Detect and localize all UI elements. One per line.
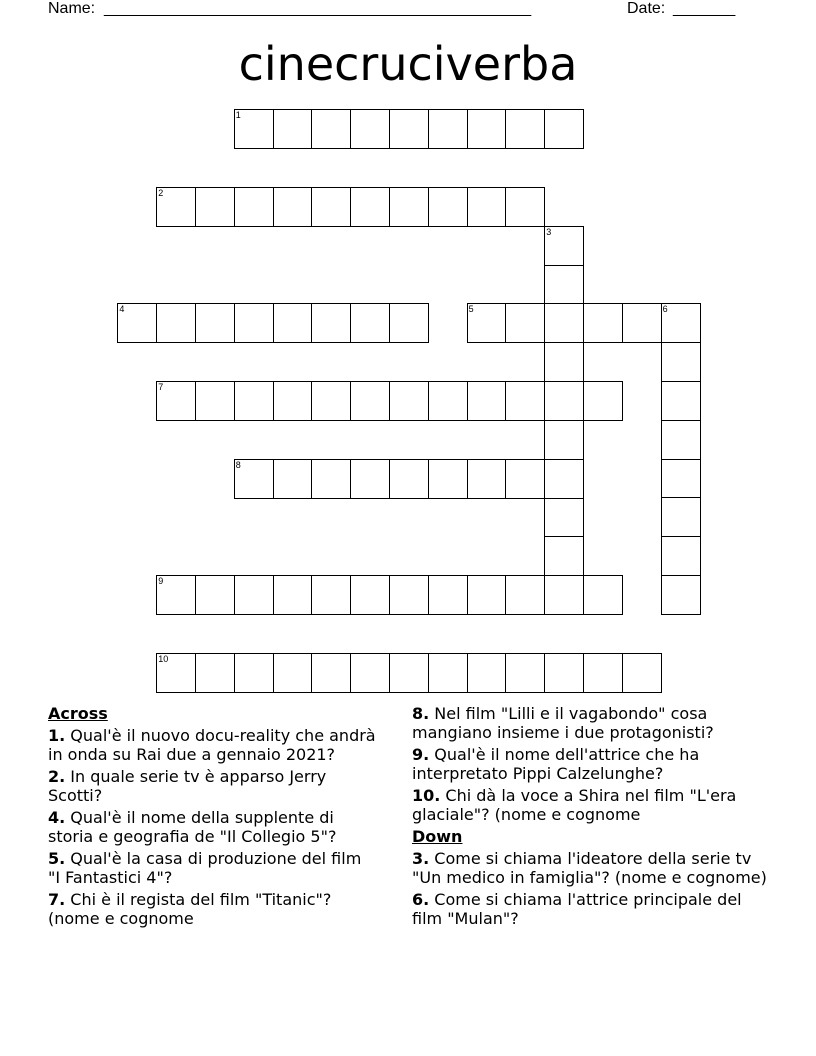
grid-cell[interactable] (467, 109, 507, 149)
grid-cell[interactable] (156, 653, 196, 693)
clue-across-8 (412, 704, 772, 742)
cell-number: 2 (158, 188, 164, 198)
grid-cell[interactable] (389, 187, 429, 227)
across-clue-list (48, 726, 378, 928)
clue-number: 5. (48, 849, 66, 868)
grid-cell[interactable] (350, 459, 390, 499)
grid-cell[interactable] (311, 109, 351, 149)
grid-cell[interactable] (311, 381, 351, 421)
grid-cell[interactable] (661, 303, 701, 343)
cell-number: 3 (546, 226, 552, 237)
grid-cell[interactable] (273, 459, 313, 499)
grid-cell[interactable] (389, 459, 429, 499)
grid-cell[interactable] (467, 303, 507, 343)
clue-number: 6. (412, 890, 430, 909)
grid-cell[interactable] (544, 342, 584, 382)
grid-cell[interactable] (544, 420, 584, 460)
grid-cell[interactable] (195, 187, 235, 227)
grid-cell[interactable] (389, 303, 429, 343)
grid-cell[interactable] (505, 459, 545, 499)
clues-left-column (48, 704, 378, 931)
clue-number: 9. (412, 745, 430, 764)
clue-text: Qual'è il nuovo docu-reality che andrà in onda su Rai due a gennaio 2021? (48, 726, 376, 764)
grid-cell[interactable] (467, 653, 507, 693)
grid-cell[interactable] (544, 303, 584, 343)
grid-cell[interactable] (389, 653, 429, 693)
grid-cell[interactable] (234, 187, 274, 227)
grid-cell[interactable] (661, 497, 701, 537)
grid-cell[interactable] (583, 653, 623, 693)
grid-cell[interactable] (505, 575, 545, 615)
clue-across-9 (412, 745, 772, 783)
grid-cell[interactable] (156, 575, 196, 615)
clue-number: 3. (412, 849, 430, 868)
grid-cell[interactable] (583, 303, 623, 343)
date-label: Date: (627, 0, 666, 17)
grid-cell[interactable] (273, 109, 313, 149)
clue-text: Come si chiama l'ideatore della serie tv "Un medico in famiglia"? (nome e cognome) (412, 849, 767, 887)
grid-cell[interactable] (156, 187, 196, 227)
grid-cell[interactable] (273, 575, 313, 615)
grid-cell[interactable] (273, 187, 313, 227)
cell-number: 4 (119, 304, 125, 315)
grid-cell[interactable] (234, 653, 274, 693)
grid-cell[interactable] (234, 303, 274, 343)
grid-cell[interactable] (350, 575, 390, 615)
clue-number: 8. (412, 704, 430, 723)
clue-text: In quale serie tv è apparso Jerry Scotti? (48, 767, 327, 805)
grid-cell[interactable] (350, 381, 390, 421)
cell-number: 8 (235, 459, 241, 470)
name-line[interactable]: ________________________________________________ (104, 0, 532, 17)
grid-cell[interactable] (195, 381, 235, 421)
grid-cell[interactable] (195, 653, 235, 693)
grid-cell[interactable] (428, 653, 468, 693)
clue-down-6 (412, 890, 772, 928)
grid-cell[interactable] (273, 303, 313, 343)
grid-cell[interactable] (544, 265, 584, 305)
grid-cell[interactable] (311, 459, 351, 499)
grid-cell[interactable] (428, 459, 468, 499)
grid-cell[interactable] (350, 303, 390, 343)
cell-number: 7 (158, 382, 164, 392)
page-title: cinecruciverba (238, 37, 578, 91)
grid-cell[interactable] (583, 575, 623, 615)
name-label: Name: (48, 0, 96, 17)
clue-across-10 (412, 786, 772, 824)
grid-cell[interactable] (505, 187, 545, 227)
grid-cell[interactable] (544, 226, 584, 266)
grid-cell[interactable] (505, 653, 545, 693)
cell-number: 6 (662, 304, 668, 315)
clue-text: Qual'è il nome dell'attrice che ha interpretato Pippi Calzelunghe? (412, 745, 700, 783)
grid-cell[interactable] (428, 187, 468, 227)
grid-cell[interactable] (350, 187, 390, 227)
clue-text: Come si chiama l'attrice principale del film "Mulan"? (412, 890, 742, 928)
clue-text: Chi è il regista del film "Titanic"? (nome e cognome (48, 890, 332, 928)
grid-cell[interactable] (311, 575, 351, 615)
grid-cell[interactable] (661, 459, 701, 499)
cell-number: 10 (158, 653, 169, 664)
grid-cell[interactable] (544, 459, 584, 499)
clue-across-5 (48, 849, 378, 887)
grid-cell[interactable] (544, 575, 584, 615)
down-heading: Down (412, 827, 463, 846)
across-heading: Across (48, 704, 108, 723)
grid-cell[interactable] (505, 109, 545, 149)
grid-cell[interactable] (505, 303, 545, 343)
grid-cell[interactable] (156, 381, 196, 421)
clue-number: 4. (48, 808, 66, 827)
grid-cell[interactable] (350, 109, 390, 149)
clue-number: 2. (48, 767, 66, 786)
grid-cell[interactable] (622, 653, 662, 693)
grid-cell[interactable] (661, 342, 701, 382)
clue-number: 7. (48, 890, 66, 909)
grid-cell[interactable] (661, 575, 701, 615)
grid-cell[interactable] (544, 109, 584, 149)
grid-cell[interactable] (195, 303, 235, 343)
cell-number: 9 (158, 576, 164, 586)
grid-cell[interactable] (273, 381, 313, 421)
grid-cell[interactable] (583, 381, 623, 421)
grid-cell[interactable] (234, 109, 274, 149)
grid-cell[interactable] (661, 536, 701, 576)
grid-cell[interactable] (234, 575, 274, 615)
clue-text: Nel film "Lilli e il vagabondo" cosa mangiano insieme i due protagonisti? (412, 704, 714, 742)
grid-cell[interactable] (467, 187, 507, 227)
grid-cell[interactable] (234, 381, 274, 421)
grid-cell[interactable] (661, 420, 701, 460)
date-line[interactable]: _______ (673, 0, 736, 17)
grid-cell[interactable] (273, 653, 313, 693)
grid-cell[interactable] (389, 575, 429, 615)
clue-text: Qual'è la casa di produzione del film "I Fantastici 4"? (48, 849, 362, 887)
grid-cell[interactable] (311, 187, 351, 227)
grid-cell[interactable] (234, 459, 274, 499)
clue-down-3 (412, 849, 772, 887)
grid-cell[interactable] (544, 653, 584, 693)
grid-cell[interactable] (389, 381, 429, 421)
clue-across-2 (48, 767, 378, 805)
cell-number: 1 (235, 110, 241, 121)
grid-cell[interactable] (428, 575, 468, 615)
clue-across-4 (48, 808, 378, 846)
grid-cell[interactable] (389, 109, 429, 149)
grid-cell[interactable] (428, 381, 468, 421)
clues-right-column (412, 704, 772, 931)
grid-cell[interactable] (350, 653, 390, 693)
clue-number: 1. (48, 726, 66, 745)
grid-cell[interactable] (311, 653, 351, 693)
grid-cell[interactable] (544, 536, 584, 576)
grid-cell[interactable] (661, 381, 701, 421)
grid-cell[interactable] (428, 109, 468, 149)
grid-cell[interactable] (195, 575, 235, 615)
clue-across-7 (48, 890, 378, 928)
clue-number: 10. (412, 786, 441, 805)
clue-text: Qual'è il nome della supplente di storia e geografia de "Il Collegio 5"? (48, 808, 337, 846)
grid-cell[interactable] (311, 303, 351, 343)
grid-cell[interactable] (622, 303, 662, 343)
cell-number: 5 (468, 304, 474, 315)
grid-cell[interactable] (505, 381, 545, 421)
clue-text: Chi dà la voce a Shira nel film "L'era glaciale"? (nome e cognome (412, 786, 737, 824)
clue-across-1 (48, 726, 378, 764)
grid-cell[interactable] (544, 497, 584, 537)
grid-cell[interactable] (467, 381, 507, 421)
grid-cell[interactable] (467, 575, 507, 615)
grid-cell[interactable] (117, 303, 157, 343)
grid-cell[interactable] (467, 459, 507, 499)
grid-cell[interactable] (544, 381, 584, 421)
grid-cell[interactable] (156, 303, 196, 343)
